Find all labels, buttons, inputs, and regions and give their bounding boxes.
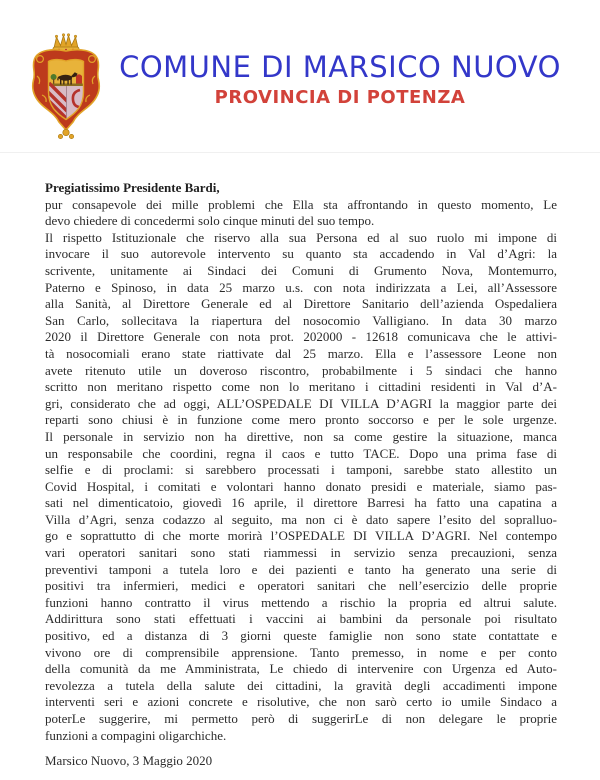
letter-date: Marsico Nuovo, 3 Maggio 2020: [45, 753, 213, 769]
municipality-name: COMUNE DI MARSICO NUOVO: [119, 50, 561, 84]
letter-line: funzioni hanno contratto il virus mettendo a rischio la propria ed altrui salute.: [45, 594, 557, 610]
province-name: PROVINCIA DI POTENZA: [214, 87, 466, 108]
letter-line: invocare il suo autorevole intervento su quanto sta accadendo in Val d’Agri: la: [45, 246, 557, 262]
municipal-coat-of-arms-icon: [25, 32, 107, 142]
letter-line: avete ritenuto utile un doveroso riscontro, probabilmente i 5 sindaci che hanno: [45, 362, 557, 378]
letter-line: positivi tra infermieri, medici e operatori sanitari che nell’esercizio delle proprie: [45, 578, 557, 594]
letter-body: [45, 180, 557, 770]
letter-line: della comunità da me Amministrata, Le chiedo di intervenire con Urgenza ed Auto-: [45, 661, 557, 677]
letter-line: sati nel dimenticatoio, giovedì 16 aprile, il direttore Barresi ha fatto una capatina a: [45, 495, 557, 511]
letter-line: positivo, ed a distanza di 3 giorni queste famiglie non sono state contattate e: [45, 628, 557, 644]
letter-line: Il rispetto Istituzionale che riservo alla sua Persona ed al suo ruolo mi impone di: [45, 229, 557, 245]
letter-line: interventi seri e azioni concrete e risolutive, che non sarò certo io umile Sindaco a: [45, 694, 557, 710]
letter-line: gri, considerato che ad oggi, ALL’OSPEDALE DI VILLA D’AGRI la maggior parte dei: [45, 395, 557, 411]
arch-icon: [76, 74, 82, 83]
letter-line: Addirittura sono stati effettuati i vaccini ai bambini da personale poi risultato: [45, 611, 557, 627]
letter-line: vivono ore di comprensibile apprensione. Tanto premesso, in nome e per conto: [45, 644, 557, 660]
letterhead-titles: [108, 50, 572, 110]
letter-line: preventivi tamponi a tutela loro e dei pazienti e tanto ha generato una serie di: [45, 561, 557, 577]
letter-line: Il personale in servizio non ha direttive, non sa come gestire la situazione, manca: [45, 428, 557, 444]
letter-line: un responsabile che coordini, regna il caos e tutto TACE. Dopo una prima fase di: [45, 445, 557, 461]
letter-line: Paterno e Spinoso, in data 25 marzo u.s. con nota indirizzata a Lei, all’Assessore: [45, 279, 557, 295]
letter-line: alla Sanità, al Direttore Generale ed al Direttore Sanitario dell’azienda Ospedaliera: [45, 296, 557, 312]
letterhead: [0, 0, 600, 150]
letter-line: devo chiedere di concedermi solo cinque minuti del suo tempo.: [45, 213, 375, 229]
letter-line: San Carlo, sollecitava la riapertura del nosocomio Valligiano. In data 30 marzo: [45, 312, 557, 328]
header-divider: [0, 152, 600, 153]
letter-line: Villa d’Agri, senza codazzo al seguito, ma non ci è dato sapere l’esito del sopralluo-: [45, 511, 557, 527]
finial-ball: [63, 129, 69, 135]
letter-line: scritto non meritano rispetto come non lo meritano i cittadini residenti in Val d’A-: [45, 379, 557, 395]
letter-line: tà nosocomiali erano state riattivate dal 25 marzo. Ella e l’assessore Leone non: [45, 345, 557, 361]
salutation-line: Pregiatissimo Presidente Bardi,: [45, 180, 220, 195]
letter-line: reparti sono chiusi è in funzione come mero pronto soccorso e per le sole urgenze.: [45, 412, 557, 428]
letter-line: revolezza a tutela della salute dei cittadini, la gravità degli accadimenti impone: [45, 677, 557, 693]
letter-line: funzioni a compagini oligarchiche.: [45, 727, 227, 743]
letter-line: go e soprattutto di che morte morirà l’OSPEDALE DI VILLA D’AGRI. Nel contempo: [45, 528, 557, 544]
letter-line: poterLe suggerire, mi permetto però di suggerirLe di non delegare le proprie: [45, 711, 557, 726]
letter-line: Covid Hospital, i comitati e volontari hanno donato presidi e materiale, siamo pas-: [45, 478, 557, 494]
letter-line: pur consapevole dei mille problemi che Ella sta affrontando in questo momento, Le: [45, 196, 557, 212]
letter-line: selfie e di proclami: si sarebbero processati i tamponi, sarebbe stato allestito un: [45, 462, 557, 478]
letter-line: 2020 il Direttore Generale con nota prot. 202000 - 12618 comunicava che le attivi-: [45, 329, 557, 345]
letter-line: vari operatori sanitari sono stati riammessi in servizio senza precauzioni, senza: [45, 545, 557, 561]
letter-line: scrivente, unitamente ai Sindaci dei Comuni di Grumento Nova, Montemurro,: [45, 262, 557, 278]
